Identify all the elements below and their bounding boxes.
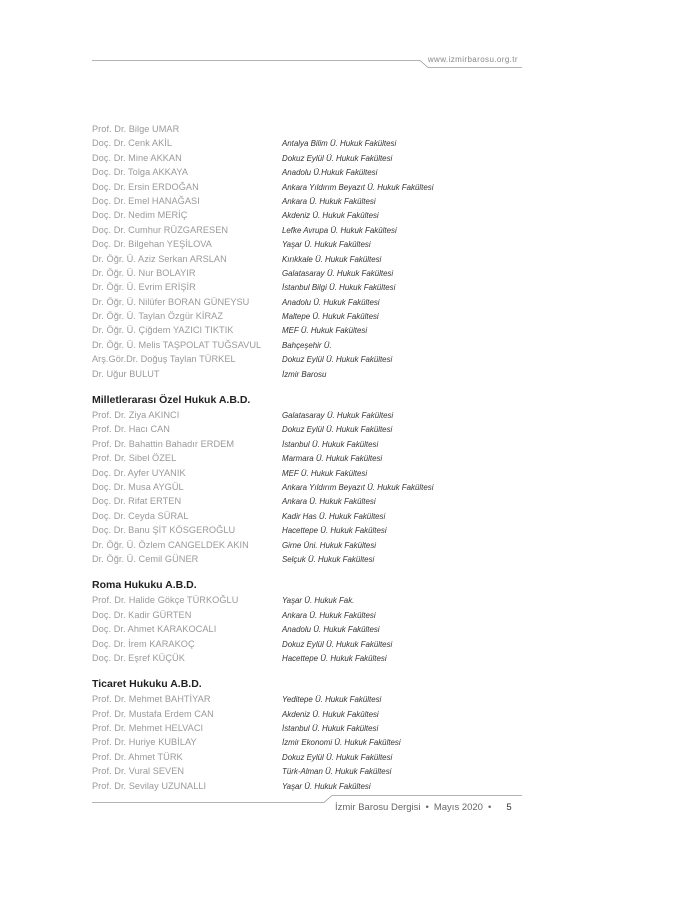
list-item — [92, 779, 522, 793]
list-item — [92, 637, 522, 651]
member-institution: Anadolu Ü.Hukuk Fakültesi — [282, 167, 378, 178]
member-name: Prof. Dr. Ziya AKINCI — [92, 410, 180, 421]
list-item — [92, 136, 522, 150]
issue-date: Mayıs 2020 — [433, 802, 483, 813]
header-url[interactable]: www.izmirbarosu.org.tr — [427, 55, 518, 64]
list-item — [92, 707, 522, 721]
list-item — [92, 367, 522, 381]
journal-name: İzmir Barosu Dergisi — [335, 802, 421, 813]
list-item — [92, 280, 522, 294]
member-name: Dr. Öğr. Ü. Evrim ERİŞİR — [92, 282, 196, 293]
member-name: Prof. Dr. Bilge UMAR — [92, 124, 180, 134]
list-item — [92, 538, 522, 552]
member-name: Doç. Dr. Mine AKKAN — [92, 152, 182, 163]
member-institution: Kırıkkale Ü. Hukuk Fakültesi — [282, 253, 382, 264]
footer-separator: • — [425, 802, 429, 813]
member-institution: İstanbul Ü. Hukuk Fakültesi — [282, 438, 379, 449]
list-item — [92, 721, 522, 735]
member-institution: Anadolu Ü. Hukuk Fakültesi — [282, 624, 380, 635]
member-institution: Hacettepe Ü. Hukuk Fakültesi — [282, 652, 387, 663]
list-item — [92, 692, 522, 706]
member-institution: Akdeniz Ü. Hukuk Fakültesi — [282, 708, 379, 719]
list-item — [92, 194, 522, 208]
member-name: Doç. Dr. Eşref KÜÇÜK — [92, 652, 185, 663]
member-institution: Ankara Ü. Hukuk Fakültesi — [282, 496, 376, 507]
page-footer — [335, 802, 525, 813]
member-name: Prof. Dr. Ahmet TÜRK — [92, 751, 183, 762]
list-item — [92, 151, 522, 165]
member-name: Dr. Öğr. Ü. Cemil GÜNER — [92, 553, 199, 564]
list-item — [92, 451, 522, 465]
member-institution: Dokuz Eylül Ü. Hukuk Fakültesi — [282, 152, 393, 163]
member-institution: İstanbul Ü. Hukuk Fakültesi — [282, 723, 379, 734]
member-institution: Lefke Avrupa Ü. Hukuk Fakültesi — [282, 224, 397, 235]
member-name: Prof. Dr. Sevilay UZUNALLI — [92, 780, 207, 791]
member-institution: Dokuz Eylül Ü. Hukuk Fakültesi — [282, 424, 393, 435]
member-name: Prof. Dr. Hacı CAN — [92, 424, 170, 435]
member-institution: Ankara Ü. Hukuk Fakültesi — [282, 609, 376, 620]
list-item — [92, 608, 522, 622]
member-institution: Yaşar Ü. Hukuk Fak. — [282, 595, 355, 606]
member-name: Dr. Öğr. Ü. Aziz Serkan ARSLAN — [92, 253, 227, 264]
section-title: Ticaret Hukuku A.B.D. — [92, 678, 202, 691]
member-name: Doç. Dr. Rifat ERTEN — [92, 496, 182, 507]
member-institution: Marmara Ü. Hukuk Fakültesi — [282, 453, 383, 464]
list-item — [92, 309, 522, 323]
department-sections — [92, 393, 522, 793]
member-institution: Galatasaray Ü. Hukuk Fakültesi — [282, 410, 394, 421]
department-section — [92, 393, 522, 566]
member-name: Dr. Öğr. Ü. Taylan Özgür KİRAZ — [92, 311, 224, 322]
member-institution: Yeditepe Ü. Hukuk Fakültesi — [282, 694, 382, 705]
list-item — [92, 437, 522, 451]
list-item — [92, 622, 522, 636]
member-institution: Hacettepe Ü. Hukuk Fakültesi — [282, 525, 387, 536]
list-item — [92, 494, 522, 508]
section-title: Roma Hukuku A.B.D. — [92, 579, 197, 592]
list-item — [92, 509, 522, 523]
member-institution: Ankara Ü. Hukuk Fakültesi — [282, 195, 376, 206]
member-name: Doç. Dr. Ahmet KARAKOCALI — [92, 624, 217, 635]
list-item — [92, 266, 522, 280]
member-institution: İstanbul Bilgi Ü. Hukuk Fakültesi — [282, 282, 396, 293]
member-institution: Galatasaray Ü. Hukuk Fakültesi — [282, 267, 394, 278]
list-item — [92, 408, 522, 422]
member-institution: Dokuz Eylül Ü. Hukuk Fakültesi — [282, 638, 393, 649]
page-number: 5 — [506, 802, 512, 813]
section-title: Milletlerarası Özel Hukuk A.B.D. — [92, 394, 251, 407]
member-name: Arş.Gör.Dr. Doğuş Taylan TÜRKEL — [92, 354, 236, 365]
member-institution: Akdeniz Ü. Hukuk Fakültesi — [282, 210, 379, 221]
department-section — [92, 578, 522, 665]
member-institution: Yaşar Ü. Hukuk Fakültesi — [282, 239, 371, 250]
member-name: Doç. Dr. Musa AYGÜL — [92, 481, 184, 492]
member-name: Doç. Dr. Ersin ERDOĞAN — [92, 181, 199, 192]
member-institution: Bahçeşehir Ü. — [282, 339, 332, 350]
member-name: Prof. Dr. Mustafa Erdem CAN — [92, 708, 214, 719]
list-item — [92, 735, 522, 749]
member-institution: İzmir Barosu — [282, 368, 327, 379]
member-name: Prof. Dr. Huriye KUBİLAY — [92, 737, 197, 748]
first-list — [92, 122, 522, 381]
member-name: Dr. Uğur BULUT — [92, 368, 160, 379]
footer-separator-2: • — [487, 802, 492, 813]
member-name: Dr. Öğr. Ü. Çiğdem YAZICI TIKTIK — [92, 325, 234, 336]
member-name: Dr. Öğr. Ü. Özlem CANGELDEK AKIN — [92, 539, 249, 550]
member-name: Doç. Dr. Nedim MERİÇ — [92, 210, 188, 221]
list-item — [92, 208, 522, 222]
list-item — [92, 651, 522, 665]
list-item — [92, 338, 522, 352]
member-name: Dr. Öğr. Ü. Melis TAŞPOLAT TUĞSAVUL — [92, 339, 262, 350]
member-institution: Dokuz Eylül Ü. Hukuk Fakültesi — [282, 751, 393, 762]
list-item — [92, 523, 522, 537]
list-item — [92, 593, 522, 607]
member-institution: Kadir Has Ü. Hukuk Fakültesi — [282, 510, 386, 521]
member-name: Prof. Dr. Bahattin Bahadır ERDEM — [92, 438, 235, 449]
member-institution: Girne Üni. Hukuk Fakültesi — [282, 539, 377, 550]
list-item — [92, 295, 522, 309]
member-name: Doç. Dr. İrem KARAKOÇ — [92, 638, 195, 649]
list-item — [92, 552, 522, 566]
member-name: Doç. Dr. Cenk AKİL — [92, 138, 173, 149]
header-rule — [92, 60, 522, 68]
member-name: Prof. Dr. Sibel ÖZEL — [92, 453, 177, 464]
member-institution: Dokuz Eylül Ü. Hukuk Fakültesi — [282, 354, 393, 365]
department-section — [92, 677, 522, 793]
list-item — [92, 180, 522, 194]
list-item — [92, 750, 522, 764]
member-institution: MEF Ü. Hukuk Fakültesi — [282, 325, 368, 336]
member-name: Doç. Dr. Kadir GÜRTEN — [92, 609, 192, 620]
member-name: Doç. Dr. Ayfer UYANIK — [92, 467, 186, 478]
member-institution: Maltepe Ü. Hukuk Fakültesi — [282, 311, 379, 322]
member-institution: Selçuk Ü. Hukuk Fakültesi — [282, 553, 375, 564]
member-institution: Türk-Alman Ü. Hukuk Fakültesi — [282, 766, 392, 777]
list-item — [92, 165, 522, 179]
list-item — [92, 422, 522, 436]
member-name: Doç. Dr. Tolga AKKAYA — [92, 167, 189, 178]
member-name: Doç. Dr. Bilgehan YEŞİLOVA — [92, 239, 212, 250]
list-item — [92, 223, 522, 237]
list-item — [92, 237, 522, 251]
member-name: Prof. Dr. Vural SEVEN — [92, 766, 185, 777]
list-item — [92, 764, 522, 778]
member-name: Prof. Dr. Halide Gökçe TÜRKOĞLU — [92, 595, 239, 606]
member-institution: Ankara Yıldırım Beyazıt Ü. Hukuk Fakültesi — [282, 481, 434, 492]
member-institution: İzmir Ekonomi Ü. Hukuk Fakültesi — [282, 737, 401, 748]
member-name: Doç. Dr. Banu ŞİT KÖSGEROĞLU — [92, 525, 236, 536]
member-name: Dr. Öğr. Ü. Nur BOLAYIR — [92, 267, 196, 278]
member-name: Dr. Öğr. Ü. Nilüfer BORAN GÜNEYSU — [92, 296, 250, 307]
member-institution: Yaşar Ü. Hukuk Fakültesi — [282, 780, 371, 791]
member-name: Doç. Dr. Cumhur RÜZGARESEN — [92, 224, 229, 235]
member-name: Doç. Dr. Ceyda SÜRAL — [92, 510, 189, 521]
list-item — [92, 352, 522, 366]
faculty-list — [92, 122, 522, 793]
member-institution: Anadolu Ü. Hukuk Fakültesi — [282, 296, 380, 307]
list-item — [92, 122, 522, 136]
member-institution: Ankara Yıldırım Beyazıt Ü. Hukuk Fakültesi — [282, 181, 434, 192]
member-name: Doç. Dr. Emel HANAĞASI — [92, 195, 200, 206]
member-name: Prof. Dr. Mehmet HELVACI — [92, 723, 204, 734]
list-item — [92, 466, 522, 480]
list-item — [92, 252, 522, 266]
member-institution: MEF Ü. Hukuk Fakültesi — [282, 467, 368, 478]
list-item — [92, 323, 522, 337]
member-institution: Antalya Bilim Ü. Hukuk Fakültesi — [282, 138, 397, 149]
list-item — [92, 480, 522, 494]
member-name: Prof. Dr. Mehmet BAHTİYAR — [92, 694, 211, 705]
